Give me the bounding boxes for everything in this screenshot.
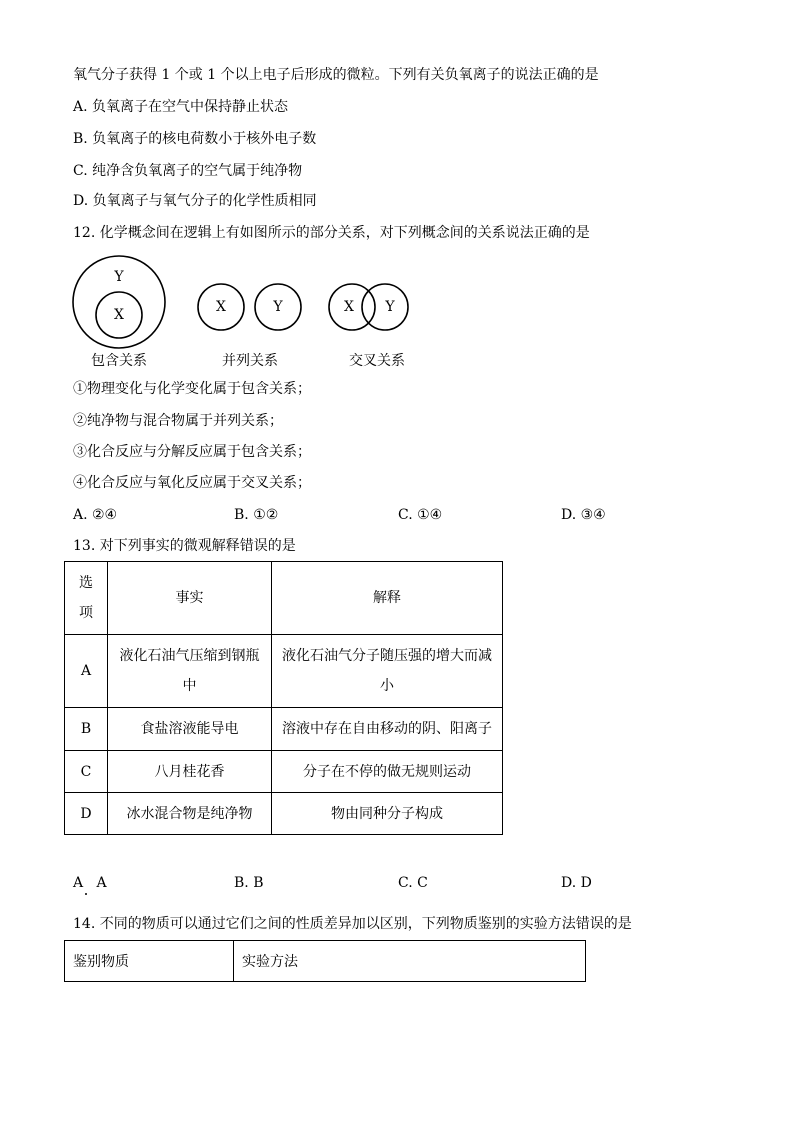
- header-substance: 鉴别物质: [65, 941, 234, 982]
- q12-choice-a: A. ②④: [73, 507, 118, 523]
- table-header-row: [65, 562, 503, 635]
- label-x: X: [114, 307, 124, 323]
- label-x: X: [216, 299, 226, 315]
- q14-stem: 14. 不同的物质可以通过它们之间的性质差异加以区别，下列物质鉴别的实验方法错误的是: [73, 916, 632, 932]
- table-row: [65, 708, 503, 751]
- q12-stem: 12. 化学概念间在逻辑上有如图所示的部分关系，对下列概念间的关系说法正确的是: [73, 225, 590, 241]
- q13-table: [64, 561, 503, 835]
- caption-parallel: 并列关系: [222, 353, 278, 369]
- q13-choice-a: A A: [73, 875, 107, 891]
- q12-statement-2: ②纯净物与混合物属于并列关系；: [73, 413, 283, 429]
- q13-choice-c: C. C: [398, 875, 428, 891]
- parallel-diagram: [198, 284, 301, 369]
- header-explanation: 解释: [272, 562, 503, 635]
- row-explanation: 液化石油气分子随压强的增大而减 小: [272, 635, 503, 708]
- q12-statement-4: ④化合反应与氧化反应属于交叉关系；: [73, 475, 311, 491]
- q12-statement-1: ①物理变化与化学变化属于包含关系；: [73, 381, 311, 397]
- containment-diagram: [73, 256, 165, 369]
- row-explanation: 分子在不停的做无规则运动: [272, 751, 503, 793]
- row-fact: 冰水混合物是纯净物: [108, 793, 272, 835]
- table-row: [65, 635, 503, 708]
- choice-dot-mark: [85, 893, 87, 895]
- q13-choice-b: B. B: [234, 875, 264, 891]
- row-option: A: [65, 635, 108, 708]
- q12-choice-b: B. ①②: [234, 507, 279, 523]
- q13-stem: 13. 对下列事实的微观解释错误的是: [73, 538, 296, 554]
- q12-choice-d: D. ③④: [561, 507, 606, 523]
- q14-table: [64, 940, 586, 982]
- caption-containment: 包含关系: [91, 353, 147, 369]
- table-header-row: [65, 941, 586, 982]
- intersection-diagram: [329, 284, 408, 369]
- q11-option-c: C. 纯净含负氧离子的空气属于纯净物: [73, 163, 303, 179]
- row-fact: 液化石油气压缩到钢瓶 中: [108, 635, 272, 708]
- row-explanation: 溶液中存在自由移动的阴、阳离子: [272, 708, 503, 751]
- table-row: [65, 751, 503, 793]
- q11-option-d: D. 负氧离子与氧气分子的化学性质相同: [73, 193, 317, 209]
- row-option: D: [65, 793, 108, 835]
- q13-choice-d: D. D: [561, 875, 592, 891]
- label-y: Y: [385, 299, 395, 315]
- q12-statement-3: ③化合反应与分解反应属于包含关系；: [73, 444, 311, 460]
- venn-diagrams: [60, 252, 440, 372]
- q12-choice-c: C. ①④: [398, 507, 443, 523]
- table-row: [65, 793, 503, 835]
- q11-option-b: B. 负氧离子的核电荷数小于核外电子数: [73, 131, 317, 147]
- label-x: X: [344, 299, 354, 315]
- row-explanation: 物由同种分子构成: [272, 793, 503, 835]
- row-option: B: [65, 708, 108, 751]
- header-method: 实验方法: [234, 941, 586, 982]
- q11-stem: 氧气分子获得 1 个或 1 个以上电子后形成的微粒。下列有关负氧离子的说法正确的是: [73, 67, 599, 83]
- row-fact: 八月桂花香: [108, 751, 272, 793]
- header-fact: 事实: [108, 562, 272, 635]
- caption-intersection: 交叉关系: [349, 353, 405, 369]
- header-option: 选 项: [65, 562, 108, 635]
- q11-option-a: A. 负氧离子在空气中保持静止状态: [73, 99, 289, 115]
- row-fact: 食盐溶液能导电: [108, 708, 272, 751]
- label-y: Y: [114, 269, 124, 285]
- row-option: C: [65, 751, 108, 793]
- label-y: Y: [273, 299, 283, 315]
